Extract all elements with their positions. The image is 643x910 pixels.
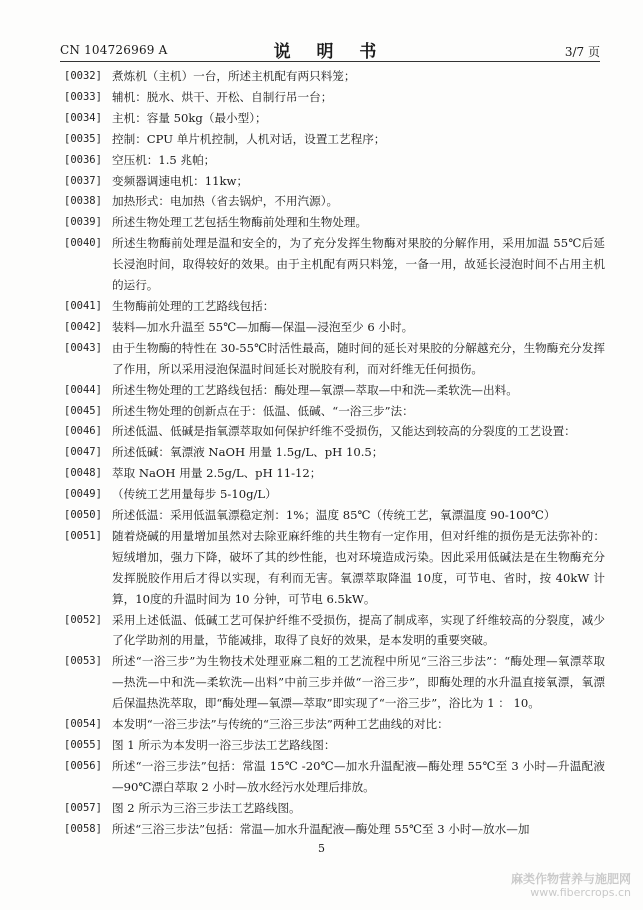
paragraph (60, 484, 605, 505)
paragraph-number: [0055] (64, 739, 102, 751)
document-title: 说 明 书 (273, 42, 387, 62)
paragraph (60, 66, 605, 87)
paragraph-number: [0044] (64, 383, 102, 396)
paragraph (60, 421, 605, 442)
paragraph (60, 505, 605, 526)
watermark-url: www.fibercrops.cn (530, 886, 631, 899)
paragraph (60, 651, 605, 714)
paragraph-text: 辅机：脱水、烘干、开松、自制行吊一台； (112, 89, 333, 104)
paragraph (60, 735, 605, 756)
page-indicator: 3/7 页 (564, 45, 600, 59)
paragraph (60, 150, 605, 171)
paragraph-text: 采用上述低温、低碱工艺可保护纤维不受损伤，提高了制成率，实现了纤维较高的分裂度，减少了化学助剂的用量，节能减排，取得了良好的效果，是本发明的重要突破。 (112, 612, 605, 648)
paragraph-text: 生物酶前处理的工艺路线包括： (112, 298, 275, 313)
paragraph-text: 加热形式：电加热（省去锅炉，不用汽源）。 (112, 194, 339, 209)
paragraph-text: 所述低温、低碱是指氧漂萃取如何保护纤维不受损伤，又能达到较高的分裂度的工艺设置： (112, 424, 576, 439)
paragraph-number: [0046] (64, 425, 102, 438)
paragraph-number: [0038] (64, 195, 102, 208)
paragraph-text: 空压机：1.5 兆帕； (112, 152, 216, 167)
paragraph-number: [0035] (64, 132, 102, 145)
paragraph-number: [0050] (64, 509, 102, 522)
paragraph-text: 所述低温：采用低温氧漂稳定剂：1%；温度 85℃（传统工艺，氧漂温度 90-100℃） (112, 508, 556, 523)
paragraph-text: 萃取 NaOH 用量 2.5g/L、pH 11-12； (112, 466, 322, 481)
paragraph (60, 129, 605, 150)
paragraph-text: 所述生物处理工艺包括生物酶前处理和生物处理。 (112, 215, 368, 230)
document-body (60, 66, 605, 840)
header-rule (60, 61, 600, 62)
paragraph (60, 401, 605, 422)
page-number: 5 (318, 842, 325, 855)
paragraph-text: 所述低碱：氧漂液 NaOH 用量 1.5g/L、pH 10.5； (112, 445, 384, 460)
paragraph-text: 所述“一浴三步”为生物技术处理亚麻二粗的工艺流程中所见“三浴三步法”：“酶处理—氧漂萃取—热洗—中和洗—柔软洗—出料”中前三步并做“一浴三步”，即酶处理的水升温直接氧漂，氧漂后保温热洗萃取，即“酶处理—氧漂—萃取”即实现了“一浴三步”，浴比为 1 ： 10。 (112, 654, 605, 711)
paragraph-number: [0054] (64, 718, 102, 731)
paragraph (60, 526, 605, 610)
paragraph-number: [0042] (64, 320, 102, 333)
paragraph (60, 171, 605, 192)
paragraph-text: 由于生物酶的特性在 30-55℃时活性最高，随时间的延长对果胶的分解越充分，生物酶充分发挥了作用，所以采用浸泡保温时间延长对脱胶有利，而对纤维无任何损伤。 (112, 340, 605, 376)
paragraph-number: [0048] (64, 467, 102, 480)
paragraph (60, 212, 605, 233)
paragraph-number: [0053] (64, 655, 102, 668)
paragraph-text: 所述“三浴三步法”包括：常温—加水升温配液—酶处理 55℃至 3 小时—放水—加 (112, 821, 530, 836)
paragraph (60, 819, 605, 840)
paragraph (60, 233, 605, 296)
paragraph-text: （传统工艺用量每步 5-10g/L） (112, 487, 277, 502)
paragraph-number: [0045] (64, 404, 102, 417)
paragraph-number: [0041] (64, 299, 102, 312)
paragraph-text: 图 2 所示为三浴三步法工艺路线图。 (112, 800, 301, 815)
patent-number: CN 104726969 A (60, 43, 168, 57)
paragraph-text: 随着烧碱的用量增加虽然对去除亚麻纤维的共生物有一定作用，但对纤维的损伤是无法弥补的：短绒增加，强力下降，破坏了其的纱性能，也对环境造成污染。因此采用低碱法是在生物酶充分发挥脱胶作用后才得以实现，有利而无害。氧漂萃取降温 10度，可节电、省时，按 40kW 计算，10度的升温时间为 10 分钟，可节电 6.5kW。 (112, 528, 605, 606)
paragraph (60, 380, 605, 401)
paragraph-number: [0037] (64, 174, 102, 187)
paragraph-number: [0034] (64, 111, 102, 124)
paragraph (60, 463, 605, 484)
paragraph (60, 191, 605, 212)
paragraph-number: [0052] (64, 613, 102, 626)
paragraph-text: 控制：CPU 单片机控制，人机对话，设置工艺程序； (112, 131, 386, 146)
paragraph-number: [0047] (64, 446, 102, 459)
page-header (60, 37, 600, 62)
paragraph-number: [0040] (64, 237, 102, 250)
paragraph-text: 所述生物处理的创新点在于：低温、低碱、“一浴三步”法： (112, 403, 414, 418)
paragraph-text: 装料—加水升温至 55℃—加酶—保温—浸泡至少 6 小时。 (112, 319, 414, 334)
paragraph-text: 所述生物处理的工艺路线包括：酶处理—氧漂—萃取—中和洗—柔软洗—出料。 (112, 382, 518, 397)
paragraph (60, 798, 605, 819)
watermark-site-name: 麻类作物营养与施肥网 (510, 872, 631, 886)
paragraph-text: 煮炼机（主机）一台，所述主机配有两只料笼； (112, 69, 356, 83)
paragraph-text: 变频器调速电机：11kw； (112, 173, 249, 188)
paragraph-number: [0032] (64, 70, 102, 82)
paragraph-number: [0058] (64, 822, 102, 835)
paragraph-number: [0056] (64, 759, 102, 772)
paragraph-number: [0036] (64, 153, 102, 166)
paragraph (60, 87, 605, 108)
paragraph (60, 317, 605, 338)
paragraph-number: [0043] (64, 341, 102, 354)
paragraph-number: [0049] (64, 488, 102, 501)
paragraph (60, 442, 605, 463)
paragraph-text: 图 1 所示为本发明一浴三步法工艺路线图： (112, 738, 336, 752)
paragraph (60, 296, 605, 317)
paragraph-number: [0057] (64, 801, 102, 814)
watermark (511, 872, 631, 900)
paragraph-number: [0033] (64, 90, 102, 103)
paragraph-text: 所述生物酶前处理是温和安全的，为了充分发挥生物酶对果胶的分解作用，采用加温 55℃后延长浸泡时间，取得较好的效果。由于主机配有两只料笼，一备一用，故延长浸泡时间不占用主机的运行。 (112, 236, 605, 293)
paragraph-text: 本发明“一浴三步法”与传统的“三浴三步法”两种工艺曲线的对比： (112, 717, 449, 732)
paragraph (60, 756, 605, 798)
paragraph (60, 338, 605, 380)
paragraph-text: 主机：容量 50kg（最小型）； (112, 110, 267, 125)
paragraph (60, 108, 605, 129)
paragraph-number: [0051] (64, 529, 102, 542)
paragraph (60, 714, 605, 735)
paragraph-text: 所述“一浴三步法”包括：常温 15℃ -20℃—加水升温配液—酶处理 55℃至 3 小时—升温配液—90℃漂白萃取 2 小时—放水经污水处理后排放。 (112, 758, 605, 794)
paragraph (60, 610, 605, 652)
paragraph-number: [0039] (64, 216, 102, 229)
